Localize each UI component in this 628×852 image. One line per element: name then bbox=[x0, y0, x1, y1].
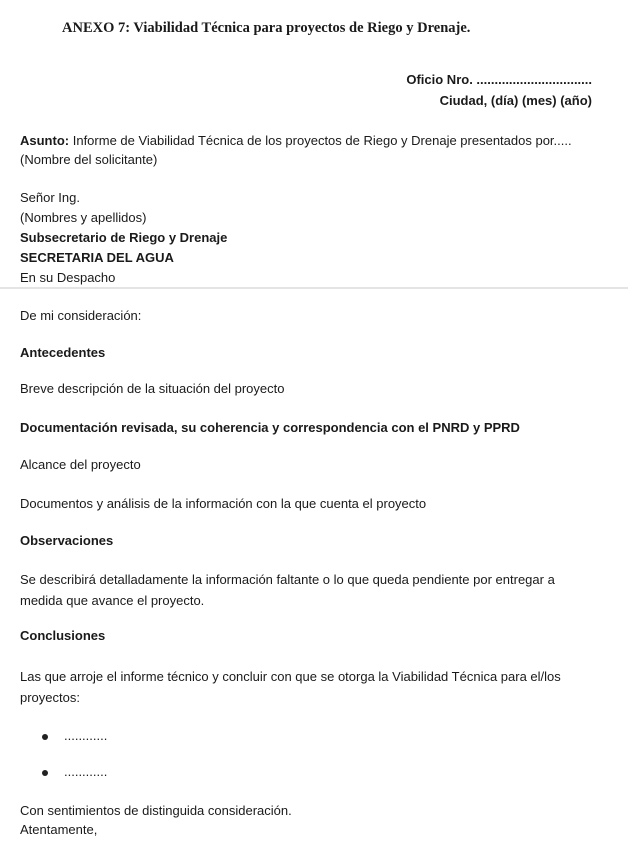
bullet-marker bbox=[42, 734, 48, 740]
subject-label: Asunto: bbox=[20, 133, 70, 148]
recipient-location: En su Despacho bbox=[20, 270, 116, 285]
recipient-names: (Nombres y apellidos) bbox=[20, 210, 147, 225]
bullet-marker bbox=[42, 770, 48, 776]
recipient-position: Subsecretario de Riego y Drenaje bbox=[20, 230, 228, 245]
conclusiones-heading: Conclusiones bbox=[20, 628, 106, 643]
closing-line: Con sentimientos de distinguida consideración. bbox=[20, 803, 292, 818]
bullet-item: ............ bbox=[64, 764, 108, 779]
city-date: Ciudad, (día) (mes) (año) bbox=[439, 93, 592, 108]
page-divider bbox=[0, 287, 628, 289]
recipient-org: SECRETARIA DEL AGUA bbox=[20, 250, 174, 265]
signoff: Atentamente, bbox=[20, 822, 98, 837]
subject-line bbox=[20, 133, 572, 148]
documentacion-heading: Documentación revisada, su coherencia y correspondencia con el PNRD y PPRD bbox=[20, 420, 520, 435]
recipient-salutation: Señor Ing. bbox=[20, 190, 80, 205]
observaciones-heading: Observaciones bbox=[20, 533, 114, 548]
antecedentes-text: Breve descripción de la situación del proyecto bbox=[20, 381, 285, 396]
greeting: De mi consideración: bbox=[20, 308, 142, 323]
document-title: ANEXO 7: Viabilidad Técnica para proyectos de Riego y Drenaje. bbox=[62, 20, 471, 36]
documentos-text: Documentos y análisis de la información con la que cuenta el proyecto bbox=[20, 496, 427, 511]
bullet-item: ............ bbox=[64, 728, 108, 743]
subject-text: Informe de Viabilidad Técnica de los proyectos de Riego y Drenaje presentados por..... bbox=[69, 133, 572, 148]
observaciones-text: Se describirá detalladamente la información faltante o lo que queda pendiente por entregar a medida que avance el proyecto. bbox=[20, 572, 555, 608]
alcance-text: Alcance del proyecto bbox=[20, 457, 141, 472]
conclusiones-text: Las que arroje el informe técnico y concluir con que se otorga la Viabilidad Técnica para el/los proyectos: bbox=[20, 669, 561, 705]
antecedentes-heading: Antecedentes bbox=[20, 345, 106, 360]
oficio-number: Oficio Nro. ................................ bbox=[406, 72, 592, 87]
subject-applicant: (Nombre del solicitante) bbox=[20, 152, 158, 167]
